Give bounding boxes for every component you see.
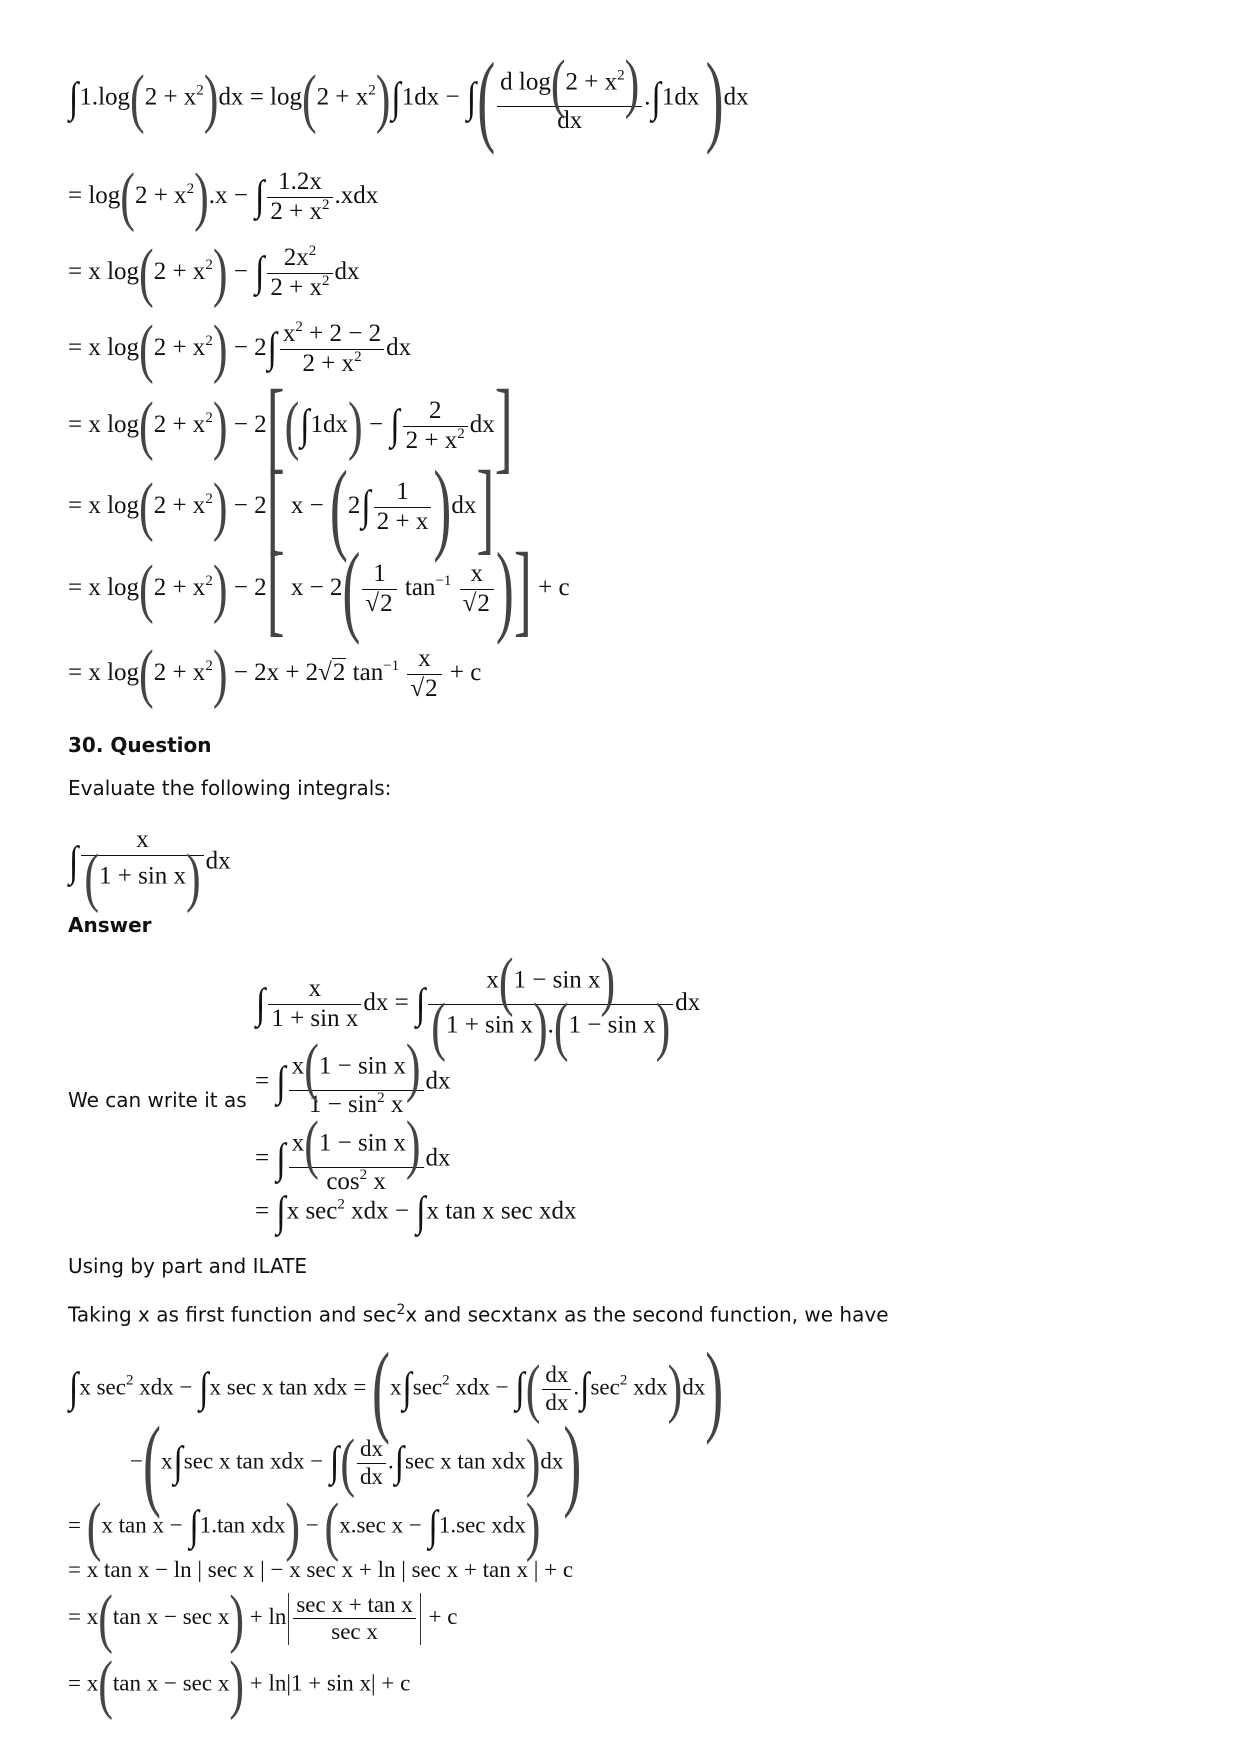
taking-text-sup: 2 bbox=[396, 1302, 406, 1318]
equation-line: ∫ $\frac{x}{\text{1 + sin x}}$ dx = ∫ $\frac{\text{x(1 − sin x)}}{\text{(1 + sin x).(1 − sin x)}}$ dx bbox=[256, 944, 701, 1063]
question-heading: 30. Question bbox=[68, 733, 212, 757]
equation-line: ∫x $\sec^2$ xdx − ∫x sec x tan xdx = ($x\int\sec^2$ xdx − ∫( $\frac{dx}{dx}$ $.\int\sec^2$ xdx)dx) bbox=[69, 1332, 724, 1446]
equation-line: = ∫ $\frac{\text{x(1 − sin x)}}{1 - \sin^2 x}$ dx bbox=[255, 1030, 451, 1118]
equation-line: = x $\log(2 + x^2) - 2x + 2√$ 2 $\tan^{-1}$ x √ 2 + c bbox=[68, 645, 481, 704]
equation-line: = x tan x − ln | sec x | − x sec x + ln | sec x + tan x | + c bbox=[68, 1557, 574, 1582]
equation-line: = x $\log(2 + x^2) - 2$[ x − (2∫ $\frac{1}{2 + x}$ )dx] bbox=[68, 450, 495, 565]
method-line: Using by part and ILATE bbox=[68, 1254, 308, 1278]
equation-line: = x $\log(2 + x^2) - 2$[ x − 2( 1 √ 2 $\tan^{-1}$ x √ 2 )] + c bbox=[68, 560, 570, 619]
taking-text-pre: Taking x as first function and sec bbox=[68, 1302, 397, 1327]
equation-line: = x(tan x − sec x) + ln $\frac{\text{sec x + tan x}}{\text{sec x}}$ + c bbox=[68, 1581, 458, 1655]
question-prompt: Evaluate the following integrals: bbox=[68, 776, 392, 800]
taking-text-post: x and secxtanx as the second function, we have bbox=[405, 1302, 889, 1327]
taking-line bbox=[68, 1302, 889, 1327]
equation-line: = $\log(2 + x^2).x$ − ∫ $\frac{1.2x}{2 + x^2}$ .xdx bbox=[68, 159, 379, 234]
equation-line: = x $\log(2 + x^2) - 2\int$ $\frac{x^2 + 2 - 2}{2 + x^2}$ dx bbox=[68, 311, 412, 386]
equation-line: = x(tan x − sec x) + ln|1 + sin x| + c bbox=[68, 1647, 411, 1721]
equation-line: = (x tan x − ∫1.tan xdx) − (x.sec x − ∫1.sec xdx) bbox=[68, 1489, 541, 1563]
answer-heading: Answer bbox=[68, 913, 152, 937]
equation-line: = x $\log(2 + x^2)$ − ∫ $\frac{2x^2}{2 + x^2}$ dx bbox=[68, 235, 360, 310]
equation-line: = ∫ $\frac{\text{x(1 − sin x)}}{\cos^2 x}$ dx bbox=[255, 1107, 451, 1195]
side-label: We can write it as bbox=[68, 1088, 247, 1112]
equation-line: −(x∫sec x tan xdx − ∫( $\frac{dx}{dx}$ .∫sec x tan xdx)dx) bbox=[130, 1406, 582, 1520]
equation-line: = x $\log(2 + x^2) - 2[(\int 1dx)$ − ∫ $\frac{2}{2 + x^2}$ dx] bbox=[68, 369, 513, 484]
equation-line: $\int 1.\log(2 + x^2)dx = \log(2 + x^2)\int 1dx$ − ∫( $\frac{d \log(2 + x^2)}{dx}$ .∫1dx )dx bbox=[69, 41, 749, 156]
equation-line: = ∫x $\sec^2$ xdx − ∫x tan x sec xdx bbox=[255, 1189, 577, 1236]
question-integral: ∫ $\frac{x}{\text{(1 + sin x)}}$ dx bbox=[69, 826, 231, 914]
